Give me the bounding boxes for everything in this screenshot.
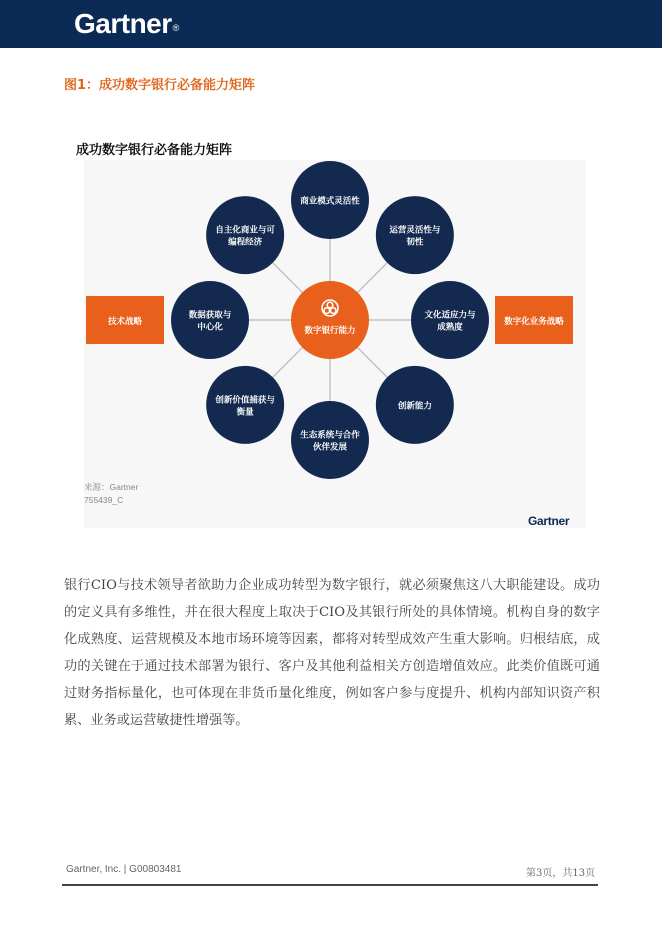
capability-node-label: 衡量 (236, 407, 254, 418)
figure-title: 图1：成功数字银行必备能力矩阵 (64, 78, 256, 93)
capability-node-label: 成熟度 (437, 322, 463, 333)
capability-node-label: 生态系统与合作 (300, 430, 360, 441)
footer-document-id: Gartner, Inc. | G00803481 (66, 864, 182, 875)
source-line: 来源：Gartner (84, 482, 139, 492)
capability-node-label: 商业模式灵活性 (300, 196, 360, 207)
figure-gartner-logo: Gartner (528, 514, 570, 528)
capability-node-label: 创新价值捕获与 (215, 395, 275, 406)
gartner-logo: Gartner® (74, 8, 179, 39)
capability-node-label: 自主化商业与可 (215, 225, 275, 236)
body-paragraph: 银行CIO与技术领导者欲助力企业成功转型为数字银行，就必须聚焦这八大职能建设。成功的定义具有多维性，并在很大程度上取决于CIO及其银行所处的具体情境。机构自身的数字化成熟度、运营规模及本地市场环境等因素，都将对转型成效产生重大影响。归根结底，成功的关键在于通过技术部署为银行、客户及其他利益相关方创造增值效应。此类价值既可通过财务指标量化，也可体现在非货币量化维度，例如客户参与度提升、机构内部知识资产积累、业务或运营敏捷性增强等。 (64, 578, 600, 728)
footer-page-number: 第3页，共13页 (526, 868, 596, 879)
capability-node-label: 运营灵活性与 (389, 225, 441, 236)
center-node (291, 281, 369, 359)
right-box-label: 数字化业务战略 (504, 317, 564, 327)
capability-node-label: 韧性 (406, 237, 424, 248)
capability-node-label: 文化适应力与 (424, 310, 476, 321)
capability-node-label: 中心化 (197, 322, 223, 333)
capability-node-label: 伙伴发展 (312, 442, 348, 453)
source-id: 755439_C (84, 495, 124, 505)
figure-heading: 成功数字银行必备能力矩阵 (76, 143, 233, 158)
center-node-label: 数字银行能力 (304, 326, 356, 336)
left-box-label: 技术战略 (107, 317, 143, 327)
capability-node-label: 编程经济 (228, 237, 263, 248)
capability-node-label: 数据获取与 (188, 310, 232, 321)
footer-divider (62, 884, 598, 886)
figure-source (84, 481, 138, 507)
capability-node-label: 创新能力 (397, 401, 432, 412)
